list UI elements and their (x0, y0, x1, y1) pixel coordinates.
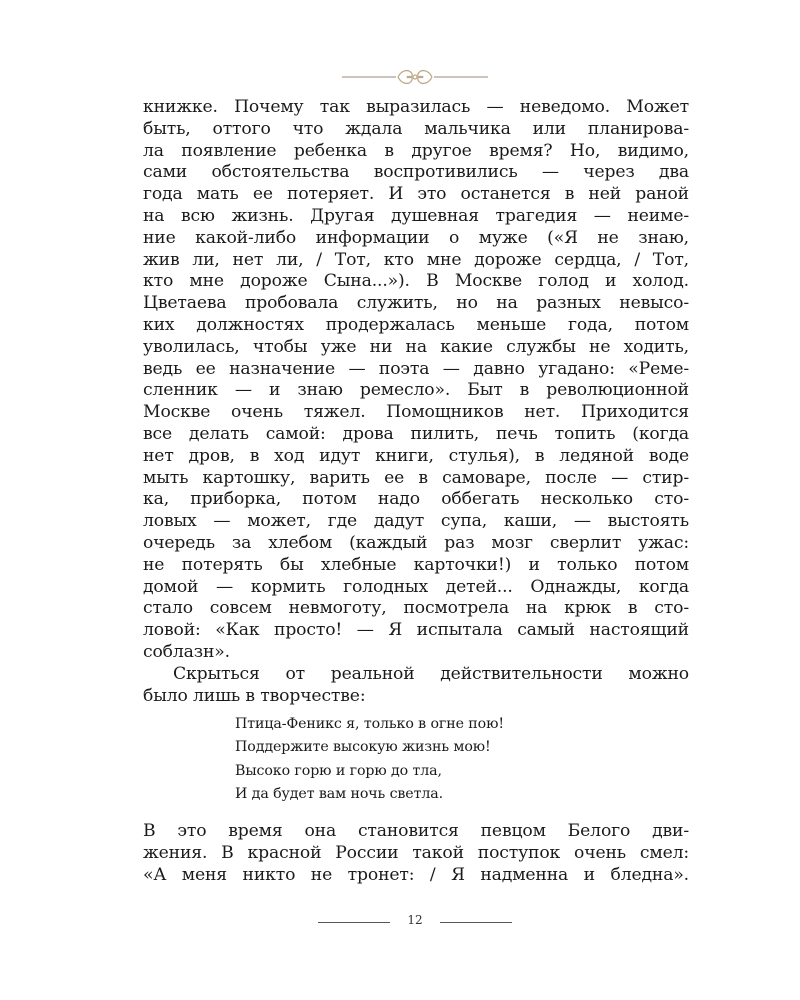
page-number: 12 (407, 913, 423, 927)
text-line: года мать ее потеряет. И это останется в ней раной (143, 184, 689, 205)
text-line: на всю жизнь. Другая душевная трагедия — неиме- (143, 205, 689, 226)
text-line: стало совсем невмоготу, посмотрела на крюк в сто- (143, 598, 689, 619)
text-line: В это время она становится певцом Белого дви- (143, 821, 689, 841)
text-line: кто мне дороже Сына...»). В Москве голод и холод. (143, 271, 689, 292)
page-footer (318, 910, 512, 934)
text-line: Москве очень тяжел. Помощников нет. Приходится (143, 402, 689, 423)
text-line: жив ли, нет ли, / Тот, кто мне дороже сердца, / Тот, (143, 249, 689, 270)
text-line: ние какой-либо информации о муже («Я не знаю, (143, 227, 689, 248)
text-line: соблазн». (143, 641, 230, 662)
header-ornament (342, 64, 488, 90)
text-line: не потерять бы хлебные карточки!) и только потом (143, 554, 689, 575)
text-line: Скрыться от реальной действительности можно (173, 663, 689, 684)
text-line: жения. В красной России такой поступок очень смел: (143, 842, 689, 863)
text-line: было лишь в творчестве: (143, 685, 366, 706)
text-line: все делать самой: дрова пилить, печь топить (когда (143, 423, 689, 444)
poem-line: Поддержите высокую жизнь мою! (235, 739, 491, 756)
text-line: очередь за хлебом (каждый раз мозг сверлит ужас: (143, 532, 689, 553)
text-line: быть, оттого что ждала мальчика или планирова- (143, 118, 689, 139)
text-line: ка, приборка, потом надо оббегать несколько сто- (143, 489, 689, 510)
poem-line: И да будет вам ночь светла. (235, 786, 444, 803)
text-line: ведь ее назначение — поэта — давно угадано: «Реме- (143, 358, 689, 379)
text-line: нет дров, в ход идут книги, стулья), в ледяной воде (143, 445, 689, 466)
body-paragraph-1 (143, 97, 689, 707)
footer-rule-right (440, 922, 512, 923)
text-line: мыть картошку, варить ее в самоваре, после — стир- (143, 467, 689, 488)
poem-stanza (235, 713, 504, 807)
text-line: ловых — может, где дадут супа, каши, — выстоять (143, 511, 689, 532)
text-line: ких должностях продержалась меньше года, потом (143, 314, 689, 335)
text-line: домой — кормить голодных детей... Однажды, когда (143, 576, 689, 597)
text-line: книжке. Почему так выразилась — неведомо. Может (143, 97, 689, 117)
body-paragraph-3 (143, 821, 689, 886)
text-line: «А меня никто не тронет: / Я надменна и бледна». (143, 864, 689, 885)
text-line: Цветаева пробовала служить, но на разных невысо- (143, 293, 689, 314)
text-line: ла появление ребенка в другое время? Но, видимо, (143, 140, 689, 161)
text-line: уволилась, чтобы уже ни на какие службы не ходить, (143, 336, 689, 357)
text-line: сленник — и знаю ремесло». Быт в революционной (143, 380, 689, 401)
poem-line: Птица-Феникс я, только в огне пою! (235, 716, 504, 732)
poem-line: Высоко горю и горю до тла, (235, 762, 442, 779)
text-line: сами обстоятельства воспротивились — через два (143, 162, 689, 183)
text-line: ловой: «Как просто! — Я испытала самый настоящий (143, 620, 689, 641)
